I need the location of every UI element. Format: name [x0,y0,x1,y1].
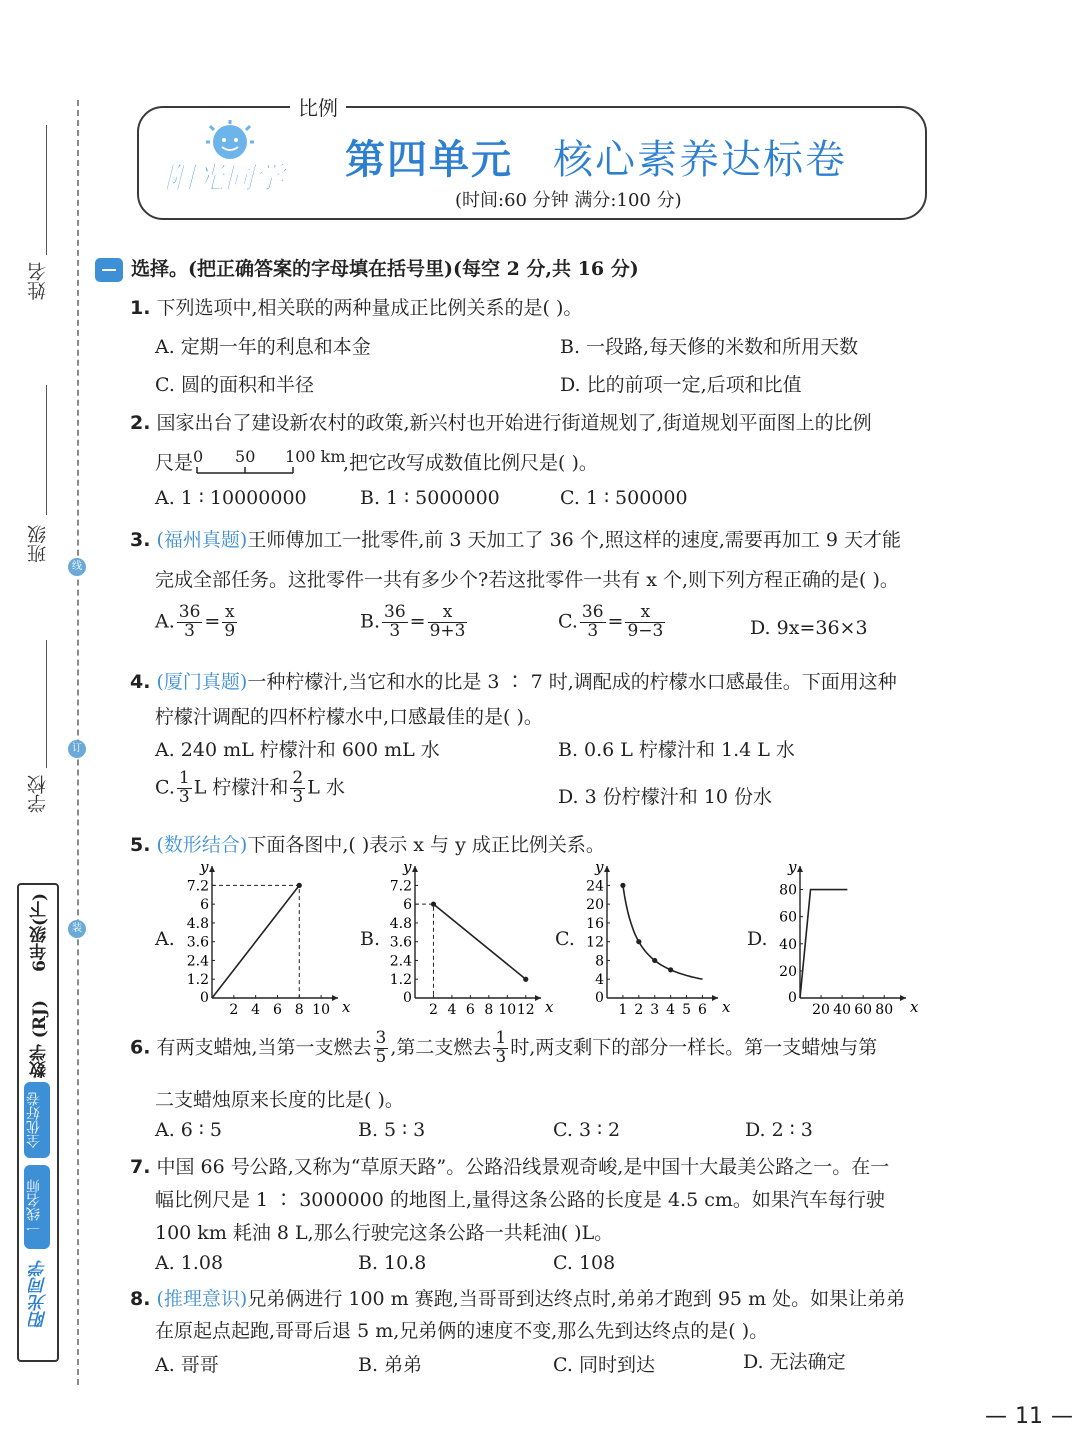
x-tick-label: 60 [854,1002,873,1018]
sun-icon [206,120,254,159]
x-tick-label: 2 [229,1002,239,1018]
y-tick-label: 7.2 [186,878,209,895]
y-axis-arrow [412,866,418,872]
y-axis-arrow [604,866,610,872]
y-tick-label: 4.8 [389,915,412,932]
scale-label-50: 50 [235,447,256,466]
q1-option-a[interactable]: A. 定期一年的利息和本金 [155,336,371,358]
q3-option-d[interactable]: D. 9x=36×3 [750,617,868,639]
y-tick-label: 7.2 [389,878,412,895]
x-tick-label: 20 [812,1002,830,1018]
origin-label: 0 [200,990,209,1006]
q5-option-b-label[interactable]: B. [360,928,381,950]
y-tick-label: 24 [586,878,604,895]
title-name: 核心素养达标卷 [553,137,847,183]
sun-logo [158,120,308,200]
q8-option-a[interactable]: A. 哥哥 [155,1354,219,1376]
q4-c-frac-1: $\frac{1}{3}$ [178,768,190,807]
y-tick-label: 4 [595,972,604,989]
q5-stem [130,830,605,857]
q3-option-b[interactable]: B. $\frac{36}{3}$ = $\frac{x}{9+3}$ [360,602,466,641]
q3-c-label: C. [558,610,578,633]
q5-text: 下面各图中,( )表示 x 与 y 成正比例关系。 [247,834,605,856]
q2-stem-line1 [130,408,872,435]
y-tick-label: 6 [403,897,412,914]
data-point [652,958,657,963]
q3-b-frac-left: $\frac{36}{3}$ [384,602,406,641]
x-axis-arrow [712,995,718,1001]
y-tick-label: 2.4 [389,953,412,970]
series-line [623,885,703,979]
q5-option-d-label[interactable]: D. [747,928,768,950]
q7-text-line1: 中国 66 号公路,又称为“草原天路”。公路沿线景观奇峻,是中国十大最美公路之一。在一 [156,1156,890,1178]
q4-text-line1: 一种柠檬汁,当它和水的比是 3 ∶ 7 时,调配成的柠檬水口感最佳。下面用这种 [247,671,897,693]
y-tick-label: 3.6 [389,934,412,951]
x-tick-label: 12 [516,1002,535,1018]
data-point [431,902,436,907]
x-tick-label: 4 [251,1002,261,1018]
guide-line [415,904,433,998]
unit-name: 比例 [290,92,346,121]
q3-number: 3. [130,529,151,551]
q6-frac-2: $\frac{1}{3}$ [495,1028,507,1067]
y-tick-label: 80 [779,882,797,899]
x-tick-label: 4 [447,1002,457,1018]
title-unit: 第四单元 [345,137,513,183]
q3-tag: (福州真题) [156,529,248,551]
q6-number: 6. [130,1036,151,1059]
section-one-badge [95,258,123,282]
data-point [523,977,528,982]
q3-text-line1: 王师傅加工一批零件,前 3 天加工了 36 个,照这样的速度,需要再加工 9 天才能 [247,529,902,551]
x-axis-label: x [342,998,350,1016]
q3-a-frac-right: $\frac{x}{9}$ [224,602,236,641]
school-blank-line [46,640,47,768]
q3-option-a[interactable]: A. $\frac{36}{3}$ = $\frac{x}{9}$ [155,602,236,641]
y-tick-label: 20 [586,897,604,914]
y-axis-arrow [797,866,803,872]
q7-stem-line2: 幅比例尺是 1 ∶ 3000000 的地图上,量得这条公路的长度是 4.5 cm。如果汽车每行驶 [155,1189,885,1211]
scale-label-100: 100 km [285,447,346,466]
q3-b-frac-right: $\frac{x}{9+3}$ [429,602,466,641]
q7-option-a[interactable]: A. 1.08 [155,1252,224,1274]
class-blank-line [46,385,47,515]
cut-mark-ding: 订 [68,740,86,758]
q2-option-a[interactable]: A. 1 ∶ 10000000 [155,487,307,509]
origin-label: 0 [788,990,797,1006]
y-tick-label: 4.8 [186,915,209,932]
q6-stem-line1: 6. 有两支蜡烛,当第一支燃去 $\frac{3}{5}$ ,第二支燃去 $\frac{1}{3}$ 时,两支剩下的部分一样长。第一支蜡烛与第 [130,1028,878,1067]
y-tick-label: 20 [779,963,797,980]
side-slogan-2: 一线名师 [24,1165,50,1249]
q4-option-b[interactable]: B. 0.6 L 柠檬汁和 1.4 L 水 [558,739,795,761]
y-axis-label: y [595,860,604,876]
q8-text-line1: 兄弟俩进行 100 m 赛跑,当哥哥到达终点时,弟弟才跑到 95 m 处。如果让弟弟 [247,1288,906,1310]
y-tick-label: 1.2 [389,972,412,989]
x-axis-label: x [722,998,730,1016]
q8-option-c[interactable]: C. 同时到达 [553,1354,655,1376]
x-tick-label: 8 [294,1002,304,1018]
data-point [297,883,302,888]
x-tick-label: 6 [465,1002,475,1018]
q3-a-label: A. [155,610,175,633]
origin-label: 0 [595,990,604,1006]
series-line [212,885,299,998]
q8-option-b[interactable]: B. 弟弟 [358,1354,423,1376]
q7-option-c[interactable]: C. 108 [553,1252,616,1274]
q1-option-d[interactable]: D. 比的前项一定,后项和比值 [560,374,802,396]
x-axis-arrow [332,995,338,1001]
cut-mark-zhuang: 装 [68,920,86,938]
q3-option-c[interactable]: C. $\frac{36}{3}$ = $\frac{x}{9-3}$ [558,602,664,641]
q8-option-d[interactable]: D. 无法确定 [743,1351,846,1373]
y-tick-label: 3.6 [186,934,209,951]
q4-option-d[interactable]: D. 3 份柠檬汁和 10 份水 [558,786,773,808]
q1-text: 下列选项中,相关联的两种量成正比例关系的是( )。 [156,297,583,319]
q8-number: 8. [130,1288,151,1310]
x-axis-arrow [535,995,541,1001]
data-point [668,967,673,972]
q6-option-d[interactable]: D. 2 ∶ 3 [745,1119,813,1141]
x-tick-label: 10 [498,1002,517,1018]
side-slogan-1: 全优好卷 [24,1082,50,1158]
y-axis-label: y [200,860,209,876]
q4-option-c[interactable]: C. $\frac{1}{3}$ L 柠檬汁和 $\frac{2}{3}$ L 水 [155,768,345,807]
x-tick-label: 6 [697,1002,707,1018]
page-title [345,128,847,185]
q5-option-a-label[interactable]: A. [155,928,175,950]
q5-number: 5. [130,834,151,856]
x-tick-label: 2 [429,1002,438,1018]
x-tick-label: 4 [666,1002,676,1018]
q6-option-a[interactable]: A. 6 ∶ 5 [155,1119,223,1141]
scale-bar [193,447,346,475]
q1-option-b[interactable]: B. 一段路,每天修的米数和所用天数 [560,336,859,358]
q4-tag: (厦门真题) [156,671,248,693]
name-blank-line [46,125,47,255]
y-tick-label: 60 [779,909,797,926]
q2-text-line2a: 尺是 [155,452,194,474]
q4-stem-line2: 柠檬汁调配的四杯柠檬水中,口感最佳的是( )。 [155,706,543,728]
side-grade: 6年级(下) [30,893,50,972]
q2-number: 2. [130,412,151,434]
x-tick-label: 80 [875,1002,894,1018]
q7-number: 7. [130,1156,151,1178]
graph-d [768,860,918,1020]
series-line [433,904,525,979]
q6-frac-1: $\frac{3}{5}$ [375,1028,387,1067]
q1-number: 1. [130,297,151,319]
data-point [636,939,641,944]
x-tick-label: 1 [618,1002,628,1018]
y-tick-label: 8 [595,953,604,970]
name-label: 姓名 [27,262,49,300]
graph-c [575,860,730,1020]
q2-text-line1: 国家出台了建设新农村的政策,新兴村也开始进行街道规划了,街道规划平面图上的比例 [156,412,872,434]
y-tick-label: 1.2 [186,972,209,989]
q8-tag: (推理意识) [156,1288,248,1310]
x-tick-label: 8 [484,1002,494,1018]
q3-stem-line1 [130,525,901,552]
q2-option-b[interactable]: B. 1 ∶ 5000000 [360,487,500,509]
logo-text: 阳光同学 [164,161,284,196]
q6-option-b[interactable]: B. 5 ∶ 3 [358,1119,426,1141]
exam-meta: (时间:60 分钟 满分:100 分) [455,190,682,211]
q6-option-c[interactable]: C. 3 ∶ 2 [553,1119,621,1141]
q5-tag: (数形结合) [156,834,248,856]
q1-option-c[interactable]: C. 圆的面积和半径 [155,374,314,396]
q6-stem-line2: 二支蜡烛原来长度的比是( )。 [155,1089,404,1111]
school-label: 学校 [27,775,49,813]
class-label: 班级 [27,525,49,563]
q8-stem-line1 [130,1284,905,1311]
q4-stem-line1 [130,667,897,694]
side-logo: 阳光同学 [30,1260,50,1328]
q5-option-c-label[interactable]: C. [555,928,575,950]
q3-a-frac-left: $\frac{36}{3}$ [178,602,201,641]
x-axis-arrow [900,995,906,1001]
y-tick-label: 2.4 [186,953,209,970]
y-axis-arrow [209,866,215,872]
x-tick-label: 10 [312,1002,331,1018]
x-tick-label: 3 [650,1002,660,1018]
graph-b [383,860,553,1020]
series-line [800,890,847,998]
y-tick-label: 40 [779,936,797,953]
section-heading-text: 选择。(把正确答案的字母填在括号里)(每空 2 分,共 16 分) [131,258,639,280]
y-tick-label: 16 [586,915,604,932]
origin-label: 0 [403,990,412,1006]
x-tick-label: 2 [634,1002,644,1018]
cut-mark-xian: 线 [68,558,86,576]
scale-label-0: 0 [193,447,204,466]
q7-stem-line1 [130,1152,889,1179]
x-axis-label: x [910,998,918,1016]
page-number: — 11 — [985,1404,1073,1429]
q2-option-c[interactable]: C. 1 ∶ 500000 [560,487,688,509]
q4-option-a[interactable]: A. 240 mL 柠檬汁和 600 mL 水 [155,739,440,761]
q2-text-line2b: ,把它改写成数值比例尺是( )。 [343,452,598,474]
y-tick-label: 12 [586,934,604,951]
q2-stem-line2 [155,448,598,475]
y-axis-label: y [403,860,412,876]
data-point [620,883,625,888]
q3-c-frac-left: $\frac{36}{3}$ [581,602,604,641]
q7-option-b[interactable]: B. 10.8 [358,1252,427,1274]
graph-a [180,860,350,1020]
y-axis-label: y [788,860,797,876]
q7-stem-line3: 100 km 耗油 8 L,那么行驶完这条公路一共耗油( )L。 [155,1222,614,1244]
q4-number: 4. [130,671,151,693]
q4-c-frac-2: $\frac{2}{3}$ [292,768,304,807]
q1-stem [130,293,582,320]
q3-c-frac-right: $\frac{x}{9-3}$ [627,602,664,641]
x-axis-label: x [545,998,553,1016]
x-tick-label: 5 [682,1002,692,1018]
section-heading [95,254,639,282]
q3-stem-line2: 完成全部任务。这批零件一共有多少个?若这批零件一共有 x 个,则下列方程正确的是( )。 [155,569,899,591]
x-tick-label: 40 [833,1002,852,1018]
side-subject: 数学 (RJ) [30,1000,50,1079]
q3-b-label: B. [360,610,381,633]
q8-stem-line2: 在原起点起跑,哥哥后退 5 m,兄弟俩的速度不变,那么先到达终点的是( )。 [155,1320,769,1342]
y-tick-label: 6 [200,897,209,914]
x-tick-label: 6 [272,1002,282,1018]
